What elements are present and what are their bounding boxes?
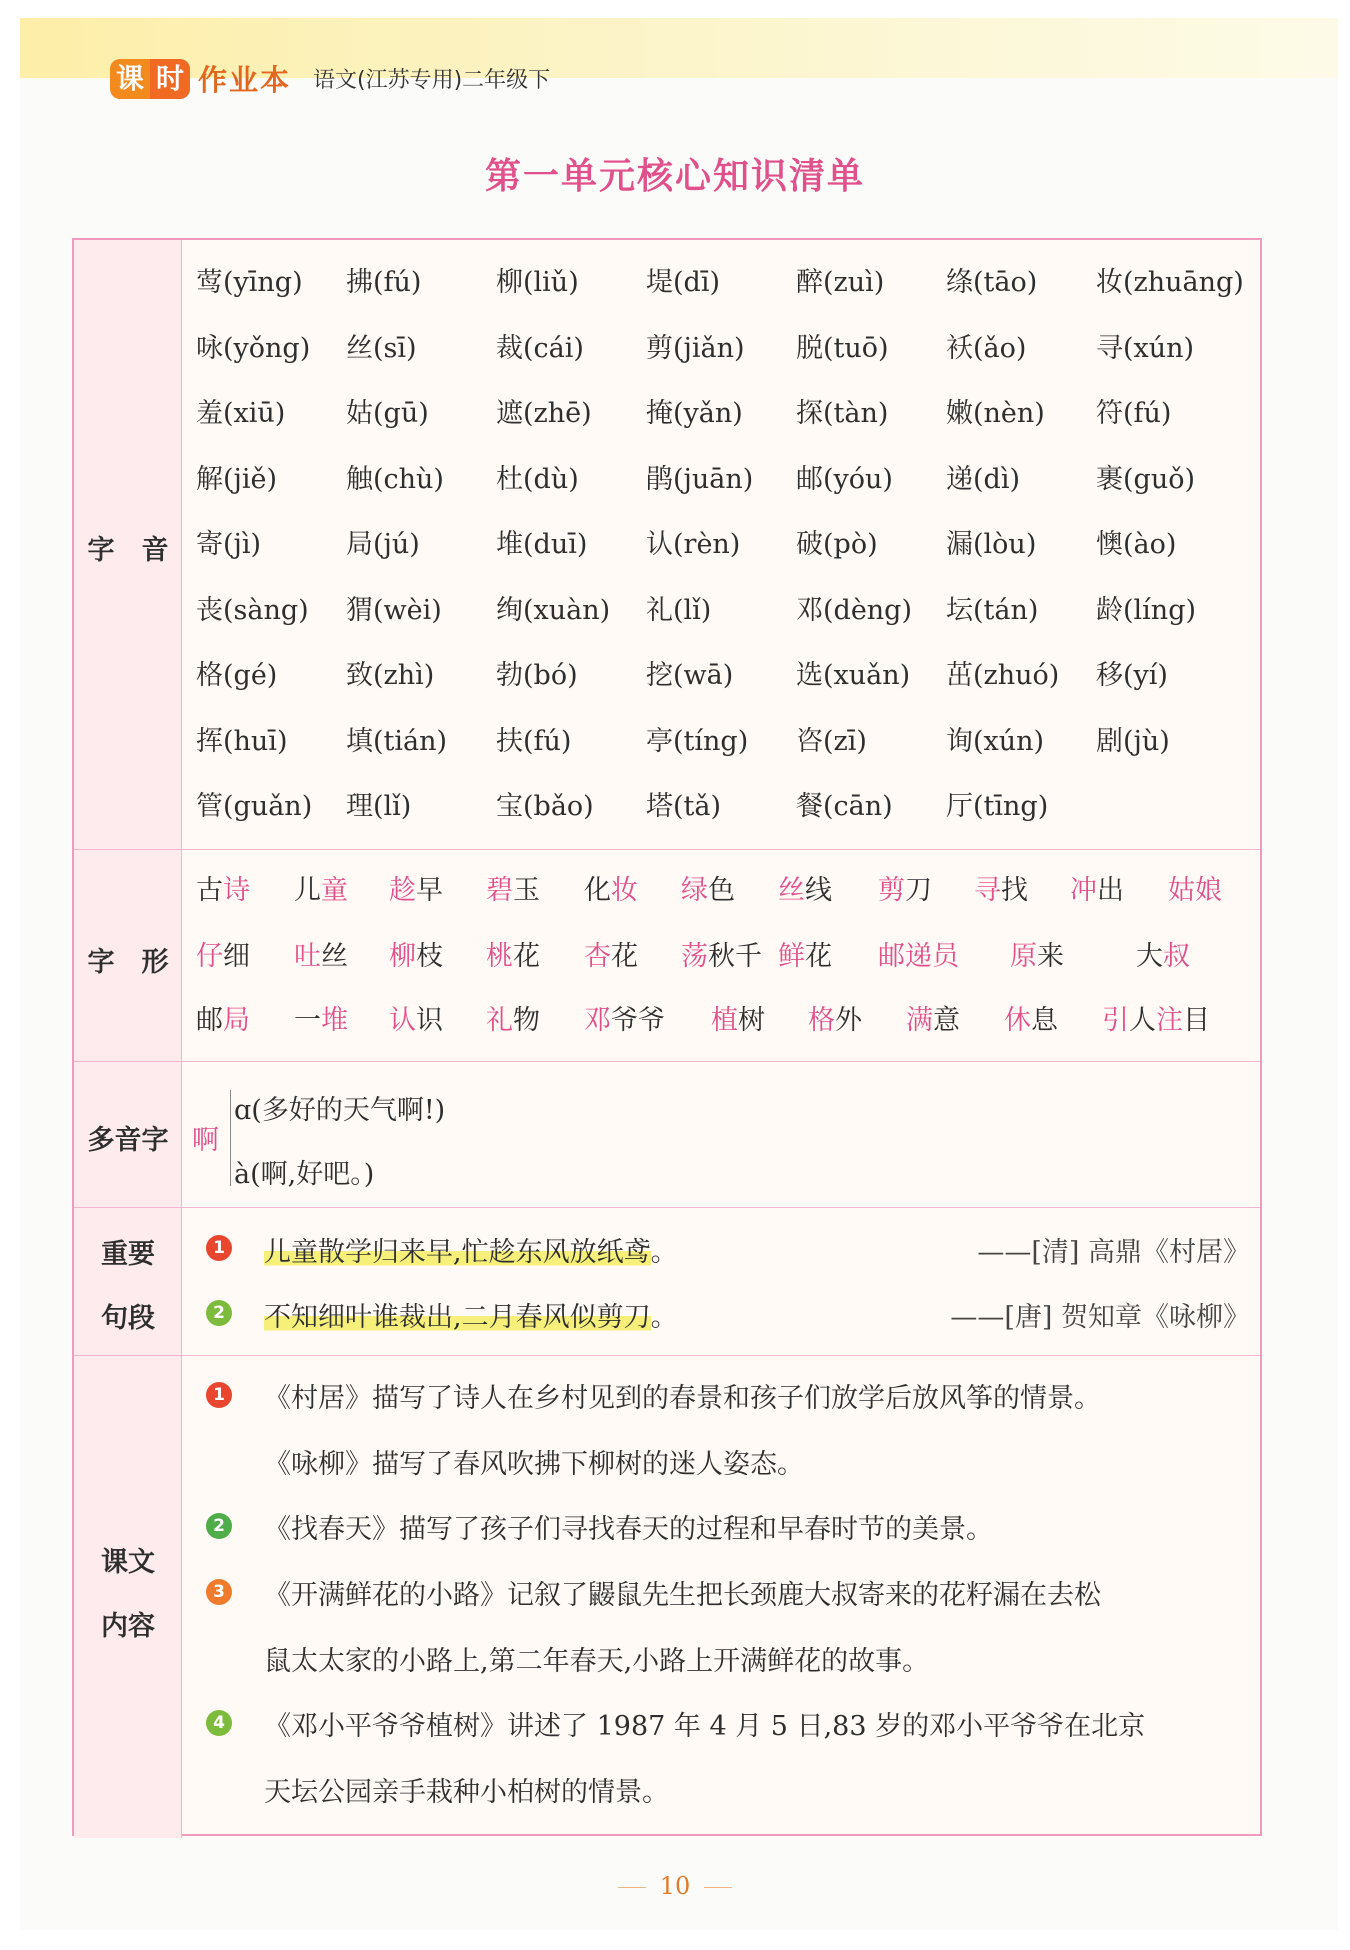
shape-word: [584, 934, 638, 973]
pronunciation-item: 茁(zhuó): [946, 660, 1060, 691]
shape-word-part: 植: [711, 1005, 738, 1036]
page-footer: [0, 1872, 1350, 1900]
pronunciation-item: 管(guǎn): [196, 791, 313, 822]
shape-word-part: 休: [1004, 1005, 1031, 1036]
polyphone-reading-1: ɑ(多好的天气啊!): [234, 1095, 446, 1126]
shape-word-part: 儿: [294, 875, 321, 906]
sentence-number-1: 1: [206, 1235, 232, 1261]
pronunciation-item: 询(xún): [946, 725, 1045, 757]
pronunciation-item: 破(pò): [796, 529, 878, 560]
pronunciation-item: 认(rèn): [646, 529, 741, 560]
polyphone-section: [74, 1062, 1260, 1208]
polyphone-char: 啊: [192, 1125, 219, 1156]
pronunciation-item: 裹(guǒ): [1096, 463, 1195, 495]
pronunciation-item: 醉(zuì): [796, 267, 885, 298]
shape-word-part: 玉: [513, 875, 540, 906]
shape-word-part: 满: [906, 1005, 933, 1036]
page-number: 10: [659, 1872, 691, 1900]
shape-word-part: 仔: [196, 941, 223, 972]
pronunciation-item: 递(dì): [946, 463, 1020, 495]
shape-word: [294, 868, 348, 907]
shape-word-part: 吐: [294, 941, 321, 972]
pronunciation-item: 填(tián): [346, 725, 448, 757]
content-1-line-2: 《咏柳》描写了春风吹拂下柳树的迷人姿态。: [264, 1449, 804, 1480]
shape-word: [1004, 998, 1058, 1037]
shape-word-part: 意: [933, 1005, 960, 1036]
shape-word-part: 古: [196, 875, 223, 906]
knowledge-table: [72, 238, 1262, 1836]
shape-word-part: 息: [1031, 1005, 1058, 1036]
pronunciation-item: 杜(dù): [496, 463, 579, 495]
pronunciation-item: 裁(cái): [496, 332, 584, 364]
pronunciation-item: 绚(xuàn): [496, 594, 611, 626]
pronunciation-section: [74, 240, 1260, 850]
shape-word-part: 丝: [778, 875, 805, 906]
pronunciation-item: 柳(liǔ): [496, 267, 579, 298]
pronunciation-item: 塔(tǎ): [646, 791, 722, 822]
shape-word: [778, 934, 832, 973]
pronunciation-item: 局(jú): [346, 529, 420, 560]
shape-word: [1010, 934, 1064, 973]
shape-word: [681, 868, 735, 907]
shape-word-part: 化: [584, 875, 611, 906]
logo-name: 作业本: [198, 63, 292, 97]
shape-word-part: 秋千: [708, 941, 762, 972]
shape-word-part: 邮递员: [878, 941, 959, 972]
shape-word-part: 认: [389, 1005, 416, 1036]
shape-word-part: 鲜: [778, 941, 805, 972]
pronunciation-item: 宝(bǎo): [496, 791, 594, 822]
content-3-line-2: 鼠太太家的小路上,第二年春天,小路上开满鲜花的故事。: [264, 1646, 930, 1677]
pronunciation-item: 嫩(nèn): [946, 398, 1045, 429]
pronunciation-item: 扶(fú): [496, 725, 572, 757]
pronunciation-item: 解(jiě): [196, 463, 278, 495]
pronunciation-item: 龄(líng): [1096, 594, 1197, 626]
shape-word-part: 娘: [1195, 875, 1222, 906]
shape-word: [878, 934, 959, 973]
shape-word-part: 叔: [1163, 941, 1190, 972]
pronunciation-item: 挥(huī): [196, 725, 288, 757]
pronunciation-item: 堆(duī): [496, 529, 588, 560]
shape-word-part: 妆: [611, 875, 638, 906]
content-number-4: 4: [206, 1710, 232, 1736]
pronunciation-item: 拂(fú): [346, 267, 422, 298]
content-4-line-1: 《邓小平爷爷植树》讲述了 1987 年 4 月 5 日,83 岁的邓小平爷爷在北京: [264, 1711, 1146, 1742]
sentences-section: [74, 1208, 1260, 1356]
pronunciation-item: 探(tàn): [796, 398, 889, 429]
shape-word: [486, 934, 540, 973]
content-section: [74, 1356, 1260, 1838]
shape-word-part: 邮: [196, 1005, 223, 1036]
pronunciation-item: 厅(tīng): [946, 791, 1049, 822]
shape-word-part: 原: [1010, 941, 1037, 972]
pronunciation-item: 咏(yǒng): [196, 332, 311, 364]
pronunciation-item: 餐(cān): [796, 791, 893, 822]
shape-word: [906, 998, 960, 1037]
shape-word-part: 目: [1183, 1005, 1210, 1036]
shape-word-part: 童: [321, 875, 348, 906]
shape-word-part: 邓: [584, 1005, 611, 1036]
pronunciation-item: 格(gé): [196, 660, 278, 691]
shape-word-part: 树: [738, 1005, 765, 1036]
shape-word-part: 格: [808, 1005, 835, 1036]
pronunciation-item: 剧(jù): [1096, 725, 1170, 757]
shape-word-part: 人: [1129, 1005, 1156, 1036]
shape-word-part: 柳: [389, 941, 416, 972]
shape-word-part: 一: [294, 1005, 321, 1036]
shape-word-part: 冲: [1070, 875, 1097, 906]
shape-word: [1102, 998, 1210, 1037]
shapes-label: 字 形: [87, 947, 169, 978]
pronunciation-item: 脱(tuō): [796, 332, 889, 364]
shape-word-part: 刀: [905, 875, 932, 906]
shape-word: [389, 934, 443, 973]
pronunciation-item: 绦(tāo): [946, 267, 1038, 298]
pronunciation-item: 触(chù): [346, 463, 444, 495]
content-number-2: 2: [206, 1513, 232, 1539]
book-subtitle: 语文(江苏专用)二年级下: [313, 68, 551, 93]
shape-word-part: 早: [416, 875, 443, 906]
shape-word: [389, 868, 443, 907]
pronunciation-item: 寄(jì): [196, 529, 262, 560]
logo-char-1: 课: [110, 59, 150, 99]
pronunciation-item: 遮(zhē): [496, 398, 592, 429]
shape-word-part: 物: [513, 1005, 540, 1036]
pronunciation-item: 理(lǐ): [346, 791, 412, 822]
shape-word-part: 桃: [486, 941, 513, 972]
content-4-line-2: 天坛公园亲手栽种小柏树的情景。: [264, 1777, 669, 1808]
sentences-label-line1: 重要: [101, 1239, 155, 1270]
footer-rule-left: [618, 1887, 646, 1889]
shape-word-part: 局: [223, 1005, 250, 1036]
sentence-1-source: ——[清] 高鼎《村居》: [977, 1237, 1250, 1268]
section-label-cell: [74, 1356, 182, 1838]
shape-word-part: 来: [1037, 941, 1064, 972]
polyphone-reading-2: à(啊,好吧。): [234, 1159, 375, 1190]
pronunciation-item: 懊(ào): [1096, 529, 1177, 560]
shape-word-part: 外: [835, 1005, 862, 1036]
sentence-2-text: 不知细叶谁裁出,二月春风似剪刀: [264, 1302, 651, 1333]
shape-word: [486, 868, 540, 907]
shape-word-part: 找: [1001, 875, 1028, 906]
shape-word-part: 绿: [681, 875, 708, 906]
shape-word: [389, 998, 443, 1037]
shape-word: [584, 998, 665, 1037]
pronunciation-item: 邓(dèng): [796, 594, 913, 626]
pronunciation-item: 羞(xiū): [196, 398, 286, 429]
shape-word-part: 趁: [389, 875, 416, 906]
footer-rule-right: [704, 1887, 732, 1889]
pronunciation-item: 剪(jiǎn): [646, 332, 745, 364]
shape-word-part: 堆: [321, 1005, 348, 1036]
shape-word: [196, 998, 250, 1037]
content-3-line-1: 《开满鲜花的小路》记叙了鼹鼠先生把长颈鹿大叔寄来的花籽漏在去松: [264, 1580, 1101, 1611]
book-logo: [110, 58, 550, 99]
shape-word-part: 线: [805, 875, 832, 906]
pronunciation-item: 姑(gū): [346, 398, 429, 429]
sentence-2: [264, 1295, 678, 1334]
shape-word-part: 注: [1156, 1005, 1183, 1036]
sentence-2-source: ——[唐] 贺知章《咏柳》: [950, 1302, 1250, 1333]
pronunciation-item: 坛(tán): [946, 594, 1039, 626]
pronunciation-item: 挖(wā): [646, 660, 734, 691]
polyphone-label: 多音字: [87, 1125, 169, 1156]
pronunciation-item: 寻(xún): [1096, 332, 1195, 364]
pronunciation-item: 勃(bó): [496, 660, 578, 691]
sentence-number-2: 2: [206, 1300, 232, 1326]
shape-word-part: 枝: [416, 941, 443, 972]
pronunciation-item: 莺(yīng): [196, 267, 303, 298]
shape-word-part: 识: [416, 1005, 443, 1036]
pronunciation-item: 移(yí): [1096, 660, 1168, 691]
shape-word-part: 杏: [584, 941, 611, 972]
shape-word: [878, 868, 932, 907]
pronunciation-item: 亭(tíng): [646, 725, 749, 757]
content-1-line-1: 《村居》描写了诗人在乡村见到的春景和孩子们放学后放风筝的情景。: [264, 1383, 1101, 1414]
shape-word: [486, 998, 540, 1037]
pronunciation-label: 字 音: [87, 535, 169, 566]
page-title: 第一单元核心知识清单: [484, 156, 865, 197]
pronunciation-item: 妆(zhuāng): [1096, 267, 1244, 298]
sentence-1-text: 儿童散学归来早,忙趁东风放纸鸢: [264, 1237, 651, 1268]
shape-word-part: 碧: [486, 875, 513, 906]
logo-badge: [110, 59, 190, 99]
shape-word-part: 花: [805, 941, 832, 972]
shape-word-part: 花: [611, 941, 638, 972]
shape-word: [808, 998, 862, 1037]
pronunciation-item: 鹃(juān): [646, 463, 754, 495]
shape-word-part: 诗: [223, 875, 250, 906]
pronunciation-item: 礼(lǐ): [646, 594, 712, 626]
shape-word-part: 色: [708, 875, 735, 906]
pronunciation-item: 掩(yǎn): [646, 398, 743, 429]
shape-word-part: 剪: [878, 875, 905, 906]
pronunciation-item: 邮(yóu): [796, 463, 893, 495]
shape-word: [294, 998, 348, 1037]
shape-word-part: 细: [223, 941, 250, 972]
pronunciation-item: 丧(sàng): [196, 594, 309, 626]
pronunciation-item: 猬(wèi): [346, 594, 442, 626]
shape-word-part: 礼: [486, 1005, 513, 1036]
pronunciation-item: 咨(zī): [796, 725, 867, 757]
logo-char-2: 时: [150, 59, 190, 99]
shape-word-part: 出: [1097, 875, 1124, 906]
shapes-section: [74, 850, 1260, 1062]
sentences-label-line2: 句段: [101, 1303, 155, 1334]
sentence-1: [264, 1230, 678, 1269]
shape-word: [584, 868, 638, 907]
shape-word: [1136, 934, 1190, 973]
shape-word-part: 荡: [681, 941, 708, 972]
shape-word-part: 大: [1136, 941, 1163, 972]
content-number-3: 3: [206, 1579, 232, 1605]
pronunciation-item: 选(xuǎn): [796, 660, 911, 691]
polyphone-bracket: [230, 1090, 242, 1186]
pronunciation-item: 袄(ǎo): [946, 332, 1027, 364]
shape-word-part: 寻: [974, 875, 1001, 906]
shape-word: [681, 934, 762, 973]
sentence-1-end: 。: [650, 1237, 678, 1268]
shape-word: [711, 998, 765, 1037]
pronunciation-item: 漏(lòu): [946, 529, 1037, 560]
shape-word: [196, 868, 250, 907]
pronunciation-item: 符(fú): [1096, 398, 1172, 429]
pronunciation-item: 致(zhì): [346, 660, 435, 691]
shape-word: [778, 868, 832, 907]
content-number-1: 1: [206, 1382, 232, 1408]
content-label-line1: 课文: [101, 1547, 155, 1578]
content-label-line2: 内容: [101, 1611, 155, 1642]
shape-word: [974, 868, 1028, 907]
pronunciation-item: 堤(dī): [646, 267, 720, 298]
content-2-line-1: 《找春天》描写了孩子们寻找春天的过程和早春时节的美景。: [264, 1514, 993, 1545]
shape-word: [294, 934, 348, 973]
shape-word-part: 引: [1102, 1005, 1129, 1036]
shape-word-part: 花: [513, 941, 540, 972]
shape-word: [196, 934, 250, 973]
shape-word: [1070, 868, 1124, 907]
shape-word-part: 丝: [321, 941, 348, 972]
pronunciation-item: 丝(sī): [346, 332, 417, 364]
shape-word-part: 爷爷: [611, 1005, 665, 1036]
shape-word-part: 姑: [1168, 875, 1195, 906]
sentence-2-end: 。: [650, 1302, 678, 1333]
shape-word: [1168, 868, 1222, 907]
